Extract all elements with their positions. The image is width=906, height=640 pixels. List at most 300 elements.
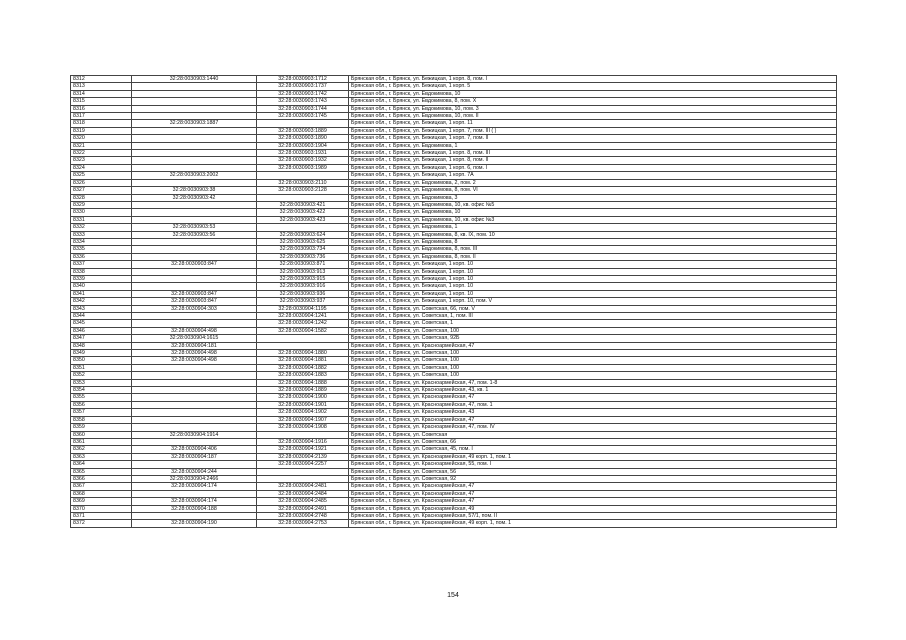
object-cadastral-number-cell: 32:28:0030904:1241 bbox=[257, 313, 349, 320]
address-cell: Брянская обл., г. Брянск, ул. Красноармейская, 47 bbox=[349, 416, 837, 423]
row-number-cell: 8332 bbox=[71, 224, 132, 231]
row-number-cell: 8340 bbox=[71, 283, 132, 290]
object-cadastral-number-cell: 32:28:0030904:1907 bbox=[257, 416, 349, 423]
table-row bbox=[71, 253, 837, 260]
address-cell: Брянская обл., г. Брянск, ул. Советская, 56 bbox=[349, 468, 837, 475]
table-row bbox=[71, 179, 837, 186]
object-cadastral-number-cell bbox=[257, 431, 349, 438]
address-cell: Брянская обл., г. Брянск, ул. Бежицкая, 1 корп. 10 bbox=[349, 290, 837, 297]
table-row bbox=[71, 431, 837, 438]
row-number-cell: 8313 bbox=[71, 83, 132, 90]
row-number-cell: 8364 bbox=[71, 461, 132, 468]
object-cadastral-number-cell: 32:28:0030904:2748 bbox=[257, 512, 349, 519]
object-cadastral-number-cell: 32:28:0030904:2491 bbox=[257, 505, 349, 512]
land-cadastral-number-cell: 32:28:0030903:1887 bbox=[132, 120, 257, 127]
table-row bbox=[71, 512, 837, 519]
table-row bbox=[71, 490, 837, 497]
address-cell: Брянская обл., г. Брянск, ул. Бежицкая, 1 корп. 6, пом. I bbox=[349, 164, 837, 171]
table-row bbox=[71, 231, 837, 238]
object-cadastral-number-cell: 32:28:0030904:1582 bbox=[257, 327, 349, 334]
land-cadastral-number-cell: 32:28:0030904:174 bbox=[132, 483, 257, 490]
row-number-cell: 8347 bbox=[71, 335, 132, 342]
land-cadastral-number-cell bbox=[132, 135, 257, 142]
table-row bbox=[71, 105, 837, 112]
row-number-cell: 8370 bbox=[71, 505, 132, 512]
address-cell: Брянская обл., г. Брянск, ул. Советская, 100 bbox=[349, 350, 837, 357]
table-row bbox=[71, 194, 837, 201]
land-cadastral-number-cell: 32:28:0030903:42 bbox=[132, 194, 257, 201]
object-cadastral-number-cell: 32:28:0030903:423 bbox=[257, 216, 349, 223]
table-row bbox=[71, 424, 837, 431]
object-cadastral-number-cell: 32:28:0030903:421 bbox=[257, 201, 349, 208]
object-cadastral-number-cell bbox=[257, 120, 349, 127]
object-cadastral-number-cell: 32:28:0030903:1890 bbox=[257, 135, 349, 142]
table-row bbox=[71, 83, 837, 90]
address-cell: Брянская обл., г. Брянск, ул. Евдокимова, 10, пом. 3 bbox=[349, 105, 837, 112]
row-number-cell: 8355 bbox=[71, 394, 132, 401]
address-cell: Брянская обл., г. Брянск, ул. Евдокимова, 10, пом. II bbox=[349, 113, 837, 120]
address-cell: Брянская обл., г. Брянск, ул. Красноармейская, 49 корп. 1, пом. 1 bbox=[349, 453, 837, 460]
table-row bbox=[71, 498, 837, 505]
row-number-cell: 8331 bbox=[71, 216, 132, 223]
address-cell: Брянская обл., г. Брянск, ул. Бежицкая, 1 корп. 11 bbox=[349, 120, 837, 127]
object-cadastral-number-cell: 32:28:0030903:913 bbox=[257, 268, 349, 275]
row-number-cell: 8314 bbox=[71, 90, 132, 97]
row-number-cell: 8338 bbox=[71, 268, 132, 275]
row-number-cell: 8320 bbox=[71, 135, 132, 142]
row-number-cell: 8329 bbox=[71, 201, 132, 208]
table-row bbox=[71, 283, 837, 290]
page-number: 154 bbox=[447, 592, 459, 599]
land-cadastral-number-cell bbox=[132, 127, 257, 134]
land-cadastral-number-cell bbox=[132, 179, 257, 186]
row-number-cell: 8358 bbox=[71, 416, 132, 423]
object-cadastral-number-cell: 32:28:0030903:736 bbox=[257, 253, 349, 260]
land-cadastral-number-cell bbox=[132, 157, 257, 164]
table-row bbox=[71, 327, 837, 334]
row-number-cell: 8367 bbox=[71, 483, 132, 490]
row-number-cell: 8349 bbox=[71, 350, 132, 357]
table-row bbox=[71, 335, 837, 342]
object-cadastral-number-cell: 32:28:0030903:1744 bbox=[257, 105, 349, 112]
land-cadastral-number-cell: 32:28:0030903:38 bbox=[132, 187, 257, 194]
land-cadastral-number-cell bbox=[132, 105, 257, 112]
object-cadastral-number-cell: 32:28:0030903:937 bbox=[257, 298, 349, 305]
object-cadastral-number-cell: 32:28:0030903:734 bbox=[257, 246, 349, 253]
object-cadastral-number-cell: 32:28:0030903:1931 bbox=[257, 150, 349, 157]
object-cadastral-number-cell: 32:28:0030904:1901 bbox=[257, 401, 349, 408]
land-cadastral-number-cell bbox=[132, 424, 257, 431]
object-cadastral-number-cell: 32:28:0030903:915 bbox=[257, 275, 349, 282]
table-row bbox=[71, 290, 837, 297]
land-cadastral-number-cell bbox=[132, 379, 257, 386]
row-number-cell: 8351 bbox=[71, 364, 132, 371]
table-row bbox=[71, 261, 837, 268]
land-cadastral-number-cell: 32:28:0030904:1615 bbox=[132, 335, 257, 342]
row-number-cell: 8317 bbox=[71, 113, 132, 120]
address-cell: Брянская обл., г. Брянск, ул. Советская, 100 bbox=[349, 372, 837, 379]
object-cadastral-number-cell: 32:28:0030904:2484 bbox=[257, 490, 349, 497]
land-cadastral-number-cell bbox=[132, 150, 257, 157]
land-cadastral-number-cell bbox=[132, 83, 257, 90]
table-row bbox=[71, 468, 837, 475]
row-number-cell: 8368 bbox=[71, 490, 132, 497]
table-row bbox=[71, 520, 837, 527]
land-cadastral-number-cell bbox=[132, 372, 257, 379]
row-number-cell: 8324 bbox=[71, 164, 132, 171]
land-cadastral-number-cell: 32:28:0030903:847 bbox=[132, 261, 257, 268]
object-cadastral-number-cell: 32:28:0030904:1881 bbox=[257, 357, 349, 364]
table-row bbox=[71, 416, 837, 423]
row-number-cell: 8328 bbox=[71, 194, 132, 201]
address-cell: Брянская обл., г. Брянск, ул. Советская, 66, пом. V bbox=[349, 305, 837, 312]
row-number-cell: 8343 bbox=[71, 305, 132, 312]
row-number-cell: 8322 bbox=[71, 150, 132, 157]
land-cadastral-number-cell bbox=[132, 216, 257, 223]
row-number-cell: 8341 bbox=[71, 290, 132, 297]
table-row bbox=[71, 98, 837, 105]
row-number-cell: 8336 bbox=[71, 253, 132, 260]
row-number-cell: 8366 bbox=[71, 475, 132, 482]
row-number-cell: 8318 bbox=[71, 120, 132, 127]
address-cell: Брянская обл., г. Брянск, ул. Красноармейская, 47 bbox=[349, 498, 837, 505]
land-cadastral-number-cell: 32:28:0030903:1440 bbox=[132, 76, 257, 83]
object-cadastral-number-cell: 32:28:0030903:936 bbox=[257, 290, 349, 297]
object-cadastral-number-cell: 32:28:0030903:422 bbox=[257, 209, 349, 216]
address-cell: Брянская обл., г. Брянск, ул. Бежицкая, 1 корп. 5 bbox=[349, 83, 837, 90]
object-cadastral-number-cell bbox=[257, 172, 349, 179]
address-cell: Брянская обл., г. Брянск, ул. Красноармейская, 47 bbox=[349, 394, 837, 401]
object-cadastral-number-cell: 32:28:0030903:1712 bbox=[257, 76, 349, 83]
object-cadastral-number-cell: 32:28:0030903:1904 bbox=[257, 142, 349, 149]
row-number-cell: 8350 bbox=[71, 357, 132, 364]
table-row bbox=[71, 157, 837, 164]
address-cell: Брянская обл., г. Брянск, ул. Евдокимова, 1 bbox=[349, 224, 837, 231]
address-cell: Брянская обл., г. Брянск, ул. Советская bbox=[349, 431, 837, 438]
table-row bbox=[71, 238, 837, 245]
table-row bbox=[71, 401, 837, 408]
land-cadastral-number-cell: 32:28:0030903:56 bbox=[132, 231, 257, 238]
row-number-cell: 8315 bbox=[71, 98, 132, 105]
land-cadastral-number-cell bbox=[132, 283, 257, 290]
address-cell: Брянская обл., г. Брянск, ул. Красноармейская, 47 bbox=[349, 483, 837, 490]
row-number-cell: 8356 bbox=[71, 401, 132, 408]
row-number-cell: 8333 bbox=[71, 231, 132, 238]
object-cadastral-number-cell: 32:28:0030903:624 bbox=[257, 231, 349, 238]
address-cell: Брянская обл., г. Брянск, ул. Евдокимова, 2, пом. 2 bbox=[349, 179, 837, 186]
row-number-cell: 8372 bbox=[71, 520, 132, 527]
object-cadastral-number-cell: 32:28:0030904:2139 bbox=[257, 453, 349, 460]
object-cadastral-number-cell: 32:28:0030903:2110 bbox=[257, 179, 349, 186]
address-cell: Брянская обл., г. Брянск, ул. Евдокимова, 10 bbox=[349, 90, 837, 97]
land-cadastral-number-cell: 32:28:0030904:187 bbox=[132, 453, 257, 460]
row-number-cell: 8334 bbox=[71, 238, 132, 245]
table-row bbox=[71, 305, 837, 312]
address-cell: Брянская обл., г. Брянск, ул. Красноармейская, 47 bbox=[349, 490, 837, 497]
address-cell: Брянская обл., г. Брянск, ул. Евдокимова, 8, пом. X bbox=[349, 98, 837, 105]
table-row bbox=[71, 142, 837, 149]
table-row bbox=[71, 438, 837, 445]
land-cadastral-number-cell bbox=[132, 142, 257, 149]
table-row bbox=[71, 350, 837, 357]
land-cadastral-number-cell: 32:28:0030903:2002 bbox=[132, 172, 257, 179]
address-cell: Брянская обл., г. Брянск, ул. Бежицкая, 1 корп. 7, пом. III ( ) bbox=[349, 127, 837, 134]
address-cell: Брянская обл., г. Брянск, ул. Бежицкая, 1 корп. 7А bbox=[349, 172, 837, 179]
table-row bbox=[71, 201, 837, 208]
land-cadastral-number-cell bbox=[132, 401, 257, 408]
object-cadastral-number-cell: 32:28:0030904:1242 bbox=[257, 320, 349, 327]
object-cadastral-number-cell: 32:28:0030904:2485 bbox=[257, 498, 349, 505]
land-cadastral-number-cell bbox=[132, 387, 257, 394]
row-number-cell: 8321 bbox=[71, 142, 132, 149]
object-cadastral-number-cell bbox=[257, 468, 349, 475]
table-row bbox=[71, 268, 837, 275]
land-cadastral-number-cell: 32:28:0030903:847 bbox=[132, 298, 257, 305]
row-number-cell: 8354 bbox=[71, 387, 132, 394]
row-number-cell: 8345 bbox=[71, 320, 132, 327]
land-cadastral-number-cell bbox=[132, 238, 257, 245]
address-cell: Брянская обл., г. Брянск, ул. Советская, 1, пом. III bbox=[349, 313, 837, 320]
object-cadastral-number-cell: 32:28:0030904:1902 bbox=[257, 409, 349, 416]
address-cell: Брянская обл., г. Брянск, ул. Евдокимова, 8, пом. II bbox=[349, 253, 837, 260]
land-cadastral-number-cell: 32:28:0030904:498 bbox=[132, 350, 257, 357]
table-row bbox=[71, 113, 837, 120]
land-cadastral-number-cell bbox=[132, 98, 257, 105]
row-number-cell: 8337 bbox=[71, 261, 132, 268]
address-cell: Брянская обл., г. Брянск, ул. Советская, 100 bbox=[349, 357, 837, 364]
land-cadastral-number-cell: 32:28:0030904:1914 bbox=[132, 431, 257, 438]
address-cell: Брянская обл., г. Брянск, ул. Бежицкая, 1 корп. 10 bbox=[349, 283, 837, 290]
table-row bbox=[71, 172, 837, 179]
object-cadastral-number-cell: 32:28:0030903:1889 bbox=[257, 127, 349, 134]
row-number-cell: 8344 bbox=[71, 313, 132, 320]
row-number-cell: 8363 bbox=[71, 453, 132, 460]
row-number-cell: 8371 bbox=[71, 512, 132, 519]
row-number-cell: 8352 bbox=[71, 372, 132, 379]
row-number-cell: 8319 bbox=[71, 127, 132, 134]
land-cadastral-number-cell: 32:28:0030904:498 bbox=[132, 327, 257, 334]
table-row bbox=[71, 394, 837, 401]
land-cadastral-number-cell bbox=[132, 461, 257, 468]
address-cell: Брянская обл., г. Брянск, ул. Евдокимова, 10, кв. офис №5 bbox=[349, 201, 837, 208]
row-number-cell: 8346 bbox=[71, 327, 132, 334]
object-cadastral-number-cell: 32:28:0030904:1916 bbox=[257, 438, 349, 445]
table-row bbox=[71, 120, 837, 127]
address-cell: Брянская обл., г. Брянск, ул. Красноармейская, 47, пом. IV bbox=[349, 424, 837, 431]
table-row bbox=[71, 135, 837, 142]
row-number-cell: 8323 bbox=[71, 157, 132, 164]
object-cadastral-number-cell: 32:28:0030904:1883 bbox=[257, 372, 349, 379]
address-cell: Брянская обл., г. Брянск, ул. Евдокимова, 8, пом. III bbox=[349, 246, 837, 253]
address-cell: Брянская обл., г. Брянск, ул. Красноармейская, 47, пом. 1-8 bbox=[349, 379, 837, 386]
table-row bbox=[71, 372, 837, 379]
object-cadastral-number-cell: 32:28:0030903:1745 bbox=[257, 113, 349, 120]
row-number-cell: 8335 bbox=[71, 246, 132, 253]
row-number-cell: 8353 bbox=[71, 379, 132, 386]
land-cadastral-number-cell bbox=[132, 164, 257, 171]
row-number-cell: 8330 bbox=[71, 209, 132, 216]
object-cadastral-number-cell: 32:28:0030904:1882 bbox=[257, 364, 349, 371]
table-row bbox=[71, 150, 837, 157]
registry-table bbox=[70, 75, 837, 528]
land-cadastral-number-cell bbox=[132, 320, 257, 327]
object-cadastral-number-cell bbox=[257, 342, 349, 349]
address-cell: Брянская обл., г. Брянск, ул. Красноармейская, 49 bbox=[349, 505, 837, 512]
land-cadastral-number-cell bbox=[132, 246, 257, 253]
land-cadastral-number-cell bbox=[132, 275, 257, 282]
table-row bbox=[71, 76, 837, 83]
land-cadastral-number-cell bbox=[132, 313, 257, 320]
land-cadastral-number-cell: 32:28:0030903:847 bbox=[132, 290, 257, 297]
address-cell: Брянская обл., г. Брянск, ул. Бежицкая, 1 корп. 8, пом. II bbox=[349, 157, 837, 164]
address-cell: Брянская обл., г. Брянск, ул. Красноармейская, 43, кв. 1 bbox=[349, 387, 837, 394]
object-cadastral-number-cell: 32:28:0030904:1880 bbox=[257, 350, 349, 357]
object-cadastral-number-cell bbox=[257, 475, 349, 482]
table-row bbox=[71, 209, 837, 216]
object-cadastral-number-cell: 32:28:0030903:1743 bbox=[257, 98, 349, 105]
address-cell: Брянская обл., г. Брянск, ул. Евдокимова, 8, пом. VI bbox=[349, 187, 837, 194]
land-cadastral-number-cell bbox=[132, 209, 257, 216]
table-row bbox=[71, 409, 837, 416]
address-cell: Брянская обл., г. Брянск, ул. Красноармейская, 43 bbox=[349, 409, 837, 416]
object-cadastral-number-cell: 32:28:0030903:625 bbox=[257, 238, 349, 245]
address-cell: Брянская обл., г. Брянск, ул. Бежицкая, 1 корп. 10 bbox=[349, 275, 837, 282]
table-row bbox=[71, 313, 837, 320]
land-cadastral-number-cell bbox=[132, 512, 257, 519]
object-cadastral-number-cell: 32:28:0030904:1888 bbox=[257, 379, 349, 386]
object-cadastral-number-cell: 32:28:0030903:871 bbox=[257, 261, 349, 268]
table-row bbox=[71, 216, 837, 223]
address-cell: Брянская обл., г. Брянск, ул. Советская, 1 bbox=[349, 320, 837, 327]
table-row bbox=[71, 357, 837, 364]
object-cadastral-number-cell: 32:28:0030903:1932 bbox=[257, 157, 349, 164]
address-cell: Брянская обл., г. Брянск, ул. Бежицкая, 1 корп. 7, пом. II bbox=[349, 135, 837, 142]
row-number-cell: 8365 bbox=[71, 468, 132, 475]
object-cadastral-number-cell: 32:28:0030904:2257 bbox=[257, 461, 349, 468]
table-row bbox=[71, 164, 837, 171]
object-cadastral-number-cell: 32:28:0030904:2481 bbox=[257, 483, 349, 490]
object-cadastral-number-cell: 32:28:0030903:2128 bbox=[257, 187, 349, 194]
address-cell: Брянская обл., г. Брянск, ул. Красноармейская, 49 корп. 1, пом. 1 bbox=[349, 520, 837, 527]
row-number-cell: 8361 bbox=[71, 438, 132, 445]
row-number-cell: 8327 bbox=[71, 187, 132, 194]
address-cell: Брянская обл., г. Брянск, ул. Евдокимова, 3 bbox=[349, 194, 837, 201]
row-number-cell: 8316 bbox=[71, 105, 132, 112]
table-row bbox=[71, 505, 837, 512]
address-cell: Брянская обл., г. Брянск, ул. Бежицкая, 1 корп. 10, пом. V bbox=[349, 298, 837, 305]
table-row bbox=[71, 483, 837, 490]
table-row bbox=[71, 387, 837, 394]
table-row bbox=[71, 342, 837, 349]
object-cadastral-number-cell: 32:28:0030903:1742 bbox=[257, 90, 349, 97]
address-cell: Брянская обл., г. Брянск, ул. Евдокимова, 1 bbox=[349, 142, 837, 149]
table-row bbox=[71, 446, 837, 453]
object-cadastral-number-cell bbox=[257, 224, 349, 231]
row-number-cell: 8326 bbox=[71, 179, 132, 186]
row-number-cell: 8369 bbox=[71, 498, 132, 505]
land-cadastral-number-cell bbox=[132, 201, 257, 208]
address-cell: Брянская обл., г. Брянск, ул. Красноармейская, 47, пом. 1 bbox=[349, 401, 837, 408]
table-row bbox=[71, 298, 837, 305]
land-cadastral-number-cell: 32:28:0030904:190 bbox=[132, 520, 257, 527]
address-cell: Брянская обл., г. Брянск, ул. Красноармейская, 57/1, пом. II bbox=[349, 512, 837, 519]
table-row bbox=[71, 224, 837, 231]
object-cadastral-number-cell bbox=[257, 335, 349, 342]
object-cadastral-number-cell: 32:28:0030904:1908 bbox=[257, 424, 349, 431]
address-cell: Брянская обл., г. Брянск, ул. Советская, 92 bbox=[349, 475, 837, 482]
address-cell: Брянская обл., г. Брянск, ул. Советская, 100 bbox=[349, 327, 837, 334]
land-cadastral-number-cell bbox=[132, 490, 257, 497]
address-cell: Брянская обл., г. Брянск, ул. Евдокимова, 8 bbox=[349, 238, 837, 245]
land-cadastral-number-cell: 32:28:0030904:188 bbox=[132, 505, 257, 512]
land-cadastral-number-cell: 32:28:0030904:244 bbox=[132, 468, 257, 475]
registry-table-body bbox=[71, 76, 837, 528]
address-cell: Брянская обл., г. Брянск, ул. Бежицкая, 1 корп. 8, пом. III bbox=[349, 150, 837, 157]
table-row bbox=[71, 379, 837, 386]
object-cadastral-number-cell: 32:28:0030904:1921 bbox=[257, 446, 349, 453]
land-cadastral-number-cell bbox=[132, 409, 257, 416]
row-number-cell: 8339 bbox=[71, 275, 132, 282]
address-cell: Брянская обл., г. Брянск, ул. Бежицкая, 1 корп. 10 bbox=[349, 261, 837, 268]
row-number-cell: 8312 bbox=[71, 76, 132, 83]
object-cadastral-number-cell bbox=[257, 194, 349, 201]
table-row bbox=[71, 461, 837, 468]
row-number-cell: 8357 bbox=[71, 409, 132, 416]
row-number-cell: 8348 bbox=[71, 342, 132, 349]
address-cell: Брянская обл., г. Брянск, ул. Советская, 100 bbox=[349, 364, 837, 371]
land-cadastral-number-cell bbox=[132, 113, 257, 120]
table-row bbox=[71, 320, 837, 327]
row-number-cell: 8360 bbox=[71, 431, 132, 438]
table-row bbox=[71, 475, 837, 482]
land-cadastral-number-cell bbox=[132, 268, 257, 275]
table-row bbox=[71, 275, 837, 282]
address-cell: Брянская обл., г. Брянск, ул. Советская, 92Б bbox=[349, 335, 837, 342]
land-cadastral-number-cell: 32:28:0030904:181 bbox=[132, 342, 257, 349]
address-cell: Брянская обл., г. Брянск, ул. Евдокимова, 8, кв. IX, пом. 10 bbox=[349, 231, 837, 238]
table-row bbox=[71, 90, 837, 97]
object-cadastral-number-cell: 32:28:0030903:1737 bbox=[257, 83, 349, 90]
object-cadastral-number-cell: 32:28:0030904:2753 bbox=[257, 520, 349, 527]
address-cell: Брянская обл., г. Брянск, ул. Советская, 45, пом. I bbox=[349, 446, 837, 453]
table-row bbox=[71, 364, 837, 371]
row-number-cell: 8325 bbox=[71, 172, 132, 179]
object-cadastral-number-cell: 32:28:0030903:1989 bbox=[257, 164, 349, 171]
row-number-cell: 8342 bbox=[71, 298, 132, 305]
land-cadastral-number-cell: 32:28:0030904:2466 bbox=[132, 475, 257, 482]
table-row bbox=[71, 246, 837, 253]
address-cell: Брянская обл., г. Брянск, ул. Советская, 66 bbox=[349, 438, 837, 445]
object-cadastral-number-cell: 32:28:0030903:916 bbox=[257, 283, 349, 290]
object-cadastral-number-cell: 32:28:0030904:1195 bbox=[257, 305, 349, 312]
address-cell: Брянская обл., г. Брянск, ул. Евдокимова, 10 bbox=[349, 209, 837, 216]
address-cell: Брянская обл., г. Брянск, ул. Красноармейская, 55, пом. I bbox=[349, 461, 837, 468]
table-row bbox=[71, 453, 837, 460]
land-cadastral-number-cell: 32:28:0030904:498 bbox=[132, 357, 257, 364]
row-number-cell: 8362 bbox=[71, 446, 132, 453]
table-row bbox=[71, 127, 837, 134]
row-number-cell: 8359 bbox=[71, 424, 132, 431]
object-cadastral-number-cell: 32:28:0030904:1889 bbox=[257, 387, 349, 394]
land-cadastral-number-cell: 32:28:0030904:303 bbox=[132, 305, 257, 312]
object-cadastral-number-cell: 32:28:0030904:1900 bbox=[257, 394, 349, 401]
address-cell: Брянская обл., г. Брянск, ул. Евдокимова, 10, кв. офис №3 bbox=[349, 216, 837, 223]
land-cadastral-number-cell bbox=[132, 416, 257, 423]
land-cadastral-number-cell bbox=[132, 253, 257, 260]
table-row bbox=[71, 187, 837, 194]
land-cadastral-number-cell: 32:28:0030903:53 bbox=[132, 224, 257, 231]
land-cadastral-number-cell bbox=[132, 394, 257, 401]
